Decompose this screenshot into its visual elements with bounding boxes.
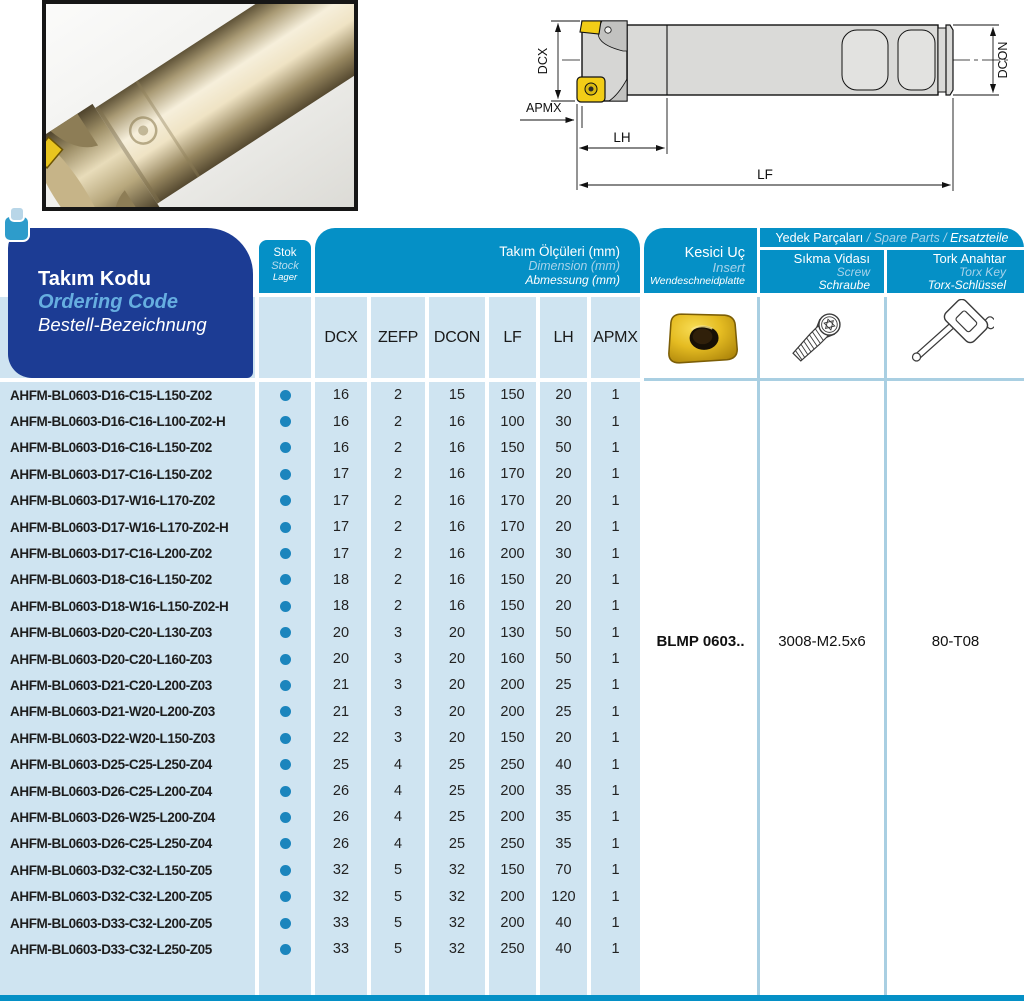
dcon-cell: 25 — [429, 778, 485, 804]
dcx-cell: 32 — [315, 857, 367, 883]
ordering-header-en: Ordering Code — [38, 291, 179, 313]
dcon-cell: 25 — [429, 831, 485, 857]
stock-dot — [280, 680, 291, 691]
lh-cell: 50 — [540, 435, 587, 461]
lh-cell: 20 — [540, 488, 587, 514]
stock-cell — [259, 382, 311, 408]
stock-cell — [259, 751, 311, 777]
table-row — [0, 488, 640, 514]
dcx-cell: 20 — [315, 646, 367, 672]
screw-image — [782, 302, 858, 374]
lf-cell: 200 — [489, 699, 536, 725]
lh-cell: 35 — [540, 831, 587, 857]
dcon-cell: 25 — [429, 751, 485, 777]
stock-dot — [280, 522, 291, 533]
lf-cell: 150 — [489, 567, 536, 593]
stock-cell — [259, 804, 311, 830]
milling-cutter-photo — [46, 4, 354, 207]
screw-header-de: Schraube — [818, 277, 870, 292]
ordering-code-cell: AHFM-BL0603-D18-C16-L150-Z02 — [0, 567, 255, 593]
bookmark-tab-inner-icon — [9, 206, 25, 222]
lf-cell: 100 — [489, 408, 536, 434]
zefp-cell: 5 — [371, 936, 425, 962]
zefp-cell: 2 — [371, 540, 425, 566]
lh-cell: 25 — [540, 699, 587, 725]
table-row — [0, 725, 640, 751]
zefp-cell: 2 — [371, 382, 425, 408]
zefp-cell: 2 — [371, 514, 425, 540]
cutter-head — [577, 21, 627, 102]
dcx-cell: 17 — [315, 461, 367, 487]
dimensions-header-en: Dimension (mm) — [528, 259, 620, 273]
apmx-cell: 1 — [591, 593, 640, 619]
zefp-cell: 4 — [371, 804, 425, 830]
dcx-cell: 17 — [315, 540, 367, 566]
insert-header — [644, 228, 757, 293]
dcx-cell: 17 — [315, 514, 367, 540]
zefp-cell: 2 — [371, 461, 425, 487]
stock-dot — [280, 442, 291, 453]
torx-key-image — [906, 299, 994, 375]
lf-label: LF — [757, 167, 773, 182]
dcon-cell: 25 — [429, 804, 485, 830]
dcx-cell: 21 — [315, 672, 367, 698]
dcon-cell: 32 — [429, 910, 485, 936]
table-row — [0, 831, 640, 857]
dcon-cell: 16 — [429, 408, 485, 434]
screw-header — [760, 250, 884, 293]
stock-cell — [259, 831, 311, 857]
insert-code: BLMP 0603.. — [656, 632, 745, 650]
lf-cell: 200 — [489, 910, 536, 936]
ordering-code-cell: AHFM-BL0603-D17-W16-L170-Z02 — [0, 488, 255, 514]
table-row — [0, 593, 640, 619]
dimensions-header-de: Abmessung (mm) — [525, 273, 620, 287]
dcx-label: DCX — [536, 47, 550, 75]
col-header-dcx: DCX — [315, 297, 367, 378]
stock-dot — [280, 654, 291, 665]
table-row — [0, 540, 640, 566]
apmx-cell: 1 — [591, 540, 640, 566]
lf-cell: 170 — [489, 488, 536, 514]
lf-cell: 130 — [489, 620, 536, 646]
torx-code: 80-T08 — [931, 632, 980, 650]
stock-cell — [259, 540, 311, 566]
zefp-cell: 2 — [371, 408, 425, 434]
table-body — [0, 382, 640, 963]
stock-dot — [280, 627, 291, 638]
apmx-cell: 1 — [591, 672, 640, 698]
lh-label: LH — [613, 130, 631, 145]
stock-dot — [280, 548, 291, 559]
apmx-cell: 1 — [591, 567, 640, 593]
dcon-cell: 16 — [429, 488, 485, 514]
table-row — [0, 936, 640, 962]
lf-cell: 150 — [489, 593, 536, 619]
ordering-code-cell: AHFM-BL0603-D22-W20-L150-Z03 — [0, 725, 255, 751]
ordering-code-cell: AHFM-BL0603-D32-C32-L200-Z05 — [0, 883, 255, 909]
ordering-code-cell: AHFM-BL0603-D26-C25-L250-Z04 — [0, 831, 255, 857]
spare-parts-header-block — [644, 228, 1024, 293]
apmx-cell: 1 — [591, 936, 640, 962]
dcon-cell: 16 — [429, 461, 485, 487]
spare-parts-header: Yedek Parçaları / Spare Parts / Ersatzteile — [775, 231, 1009, 245]
torx-header-tr: Tork Anahtar — [933, 250, 1006, 266]
zefp-cell: 3 — [371, 725, 425, 751]
stock-dot — [280, 574, 291, 585]
lh-cell: 20 — [540, 382, 587, 408]
lh-cell: 50 — [540, 620, 587, 646]
dcx-cell: 18 — [315, 567, 367, 593]
zefp-cell: 3 — [371, 699, 425, 725]
apmx-cell: 1 — [591, 514, 640, 540]
insert-image — [660, 310, 744, 368]
apmx-cell: 1 — [591, 435, 640, 461]
ordering-code-cell: AHFM-BL0603-D33-C32-L250-Z05 — [0, 936, 255, 962]
lf-cell: 200 — [489, 540, 536, 566]
stock-cell — [259, 435, 311, 461]
row-separator — [644, 378, 1024, 381]
tool-outline — [627, 25, 953, 95]
screw-header-en: Screw — [836, 264, 870, 279]
dcon-cell: 20 — [429, 620, 485, 646]
table-row — [0, 382, 640, 408]
col-header-lh: LH — [540, 297, 587, 378]
lh-cell: 120 — [540, 883, 587, 909]
dcx-cell: 32 — [315, 883, 367, 909]
dcx-cell: 16 — [315, 435, 367, 461]
lf-cell: 150 — [489, 725, 536, 751]
ordering-code-cell: AHFM-BL0603-D20-C20-L160-Z03 — [0, 646, 255, 672]
lh-cell: 40 — [540, 936, 587, 962]
lh-cell: 35 — [540, 778, 587, 804]
ordering-code-cell: AHFM-BL0603-D16-C15-L150-Z02 — [0, 382, 255, 408]
zefp-cell: 3 — [371, 672, 425, 698]
lf-cell: 170 — [489, 461, 536, 487]
apmx-cell: 1 — [591, 778, 640, 804]
zefp-cell: 3 — [371, 620, 425, 646]
table-row — [0, 672, 640, 698]
ordering-code-cell: AHFM-BL0603-D20-C20-L130-Z03 — [0, 620, 255, 646]
stock-cell — [259, 593, 311, 619]
lf-cell: 250 — [489, 831, 536, 857]
technical-drawing — [490, 0, 1024, 212]
dcon-cell: 16 — [429, 435, 485, 461]
stock-dot — [280, 390, 291, 401]
zefp-cell: 3 — [371, 646, 425, 672]
lf-cell: 150 — [489, 435, 536, 461]
stock-subheader-cell — [259, 297, 311, 378]
ordering-code-cell: AHFM-BL0603-D17-C16-L150-Z02 — [0, 461, 255, 487]
table-row — [0, 620, 640, 646]
stock-dot — [280, 838, 291, 849]
zefp-cell: 5 — [371, 883, 425, 909]
apmx-cell: 1 — [591, 382, 640, 408]
lf-cell: 250 — [489, 936, 536, 962]
ordering-code-cell: AHFM-BL0603-D21-C20-L200-Z03 — [0, 672, 255, 698]
table-row — [0, 751, 640, 777]
stock-cell — [259, 672, 311, 698]
lf-cell: 200 — [489, 883, 536, 909]
zefp-cell: 4 — [371, 778, 425, 804]
stock-header-tr: Stok — [273, 247, 297, 259]
stock-dot — [280, 891, 291, 902]
ordering-code-cell: AHFM-BL0603-D26-C25-L200-Z04 — [0, 778, 255, 804]
dcx-cell: 16 — [315, 408, 367, 434]
dcx-cell: 20 — [315, 620, 367, 646]
dcx-cell: 33 — [315, 910, 367, 936]
lh-cell: 20 — [540, 567, 587, 593]
lh-cell: 20 — [540, 514, 587, 540]
zefp-cell: 2 — [371, 488, 425, 514]
apmx-cell: 1 — [591, 646, 640, 672]
table-row — [0, 435, 640, 461]
stock-dot — [280, 786, 291, 797]
ordering-code-cell: AHFM-BL0603-D21-W20-L200-Z03 — [0, 699, 255, 725]
stock-header-de: Lager — [272, 272, 298, 283]
zefp-cell: 4 — [371, 831, 425, 857]
lh-cell: 20 — [540, 593, 587, 619]
stock-cell — [259, 408, 311, 434]
apmx-cell: 1 — [591, 831, 640, 857]
stock-dot — [280, 469, 291, 480]
table-row — [0, 567, 640, 593]
lh-cell: 20 — [540, 461, 587, 487]
weldon-flat — [898, 30, 935, 90]
col-header-dcon: DCON — [429, 297, 485, 378]
apmx-cell: 1 — [591, 408, 640, 434]
stock-header — [259, 240, 311, 293]
stock-cell — [259, 646, 311, 672]
table-row — [0, 514, 640, 540]
stock-cell — [259, 857, 311, 883]
stock-cell — [259, 514, 311, 540]
stock-cell — [259, 725, 311, 751]
lf-cell: 150 — [489, 382, 536, 408]
table-row — [0, 910, 640, 936]
col-header-zefp: ZEFP — [371, 297, 425, 378]
stock-dot — [280, 601, 291, 612]
ordering-code-cell: AHFM-BL0603-D33-C32-L200-Z05 — [0, 910, 255, 936]
table-bottom-border — [0, 995, 1024, 1001]
ordering-code-cell: AHFM-BL0603-D17-W16-L170-Z02-H — [0, 514, 255, 540]
dcon-cell: 32 — [429, 857, 485, 883]
zefp-cell: 5 — [371, 910, 425, 936]
dcon-cell: 16 — [429, 593, 485, 619]
lh-cell: 25 — [540, 672, 587, 698]
col-header-apmx: APMX — [591, 297, 640, 378]
zefp-cell: 2 — [371, 435, 425, 461]
apmx-cell: 1 — [591, 751, 640, 777]
lf-cell: 250 — [489, 751, 536, 777]
dcon-cell: 20 — [429, 699, 485, 725]
dcon-cell: 16 — [429, 514, 485, 540]
ordering-code-cell: AHFM-BL0603-D26-W25-L200-Z04 — [0, 804, 255, 830]
dcon-cell: 32 — [429, 883, 485, 909]
stock-dot — [280, 944, 291, 955]
dcx-cell: 16 — [315, 382, 367, 408]
dimensions-header-tr: Takım Ölçüleri (mm) — [499, 244, 620, 259]
lh-cell: 40 — [540, 910, 587, 936]
dcx-cell: 22 — [315, 725, 367, 751]
product-photo — [42, 0, 358, 211]
lh-cell: 40 — [540, 751, 587, 777]
stock-cell — [259, 567, 311, 593]
stock-dot — [280, 495, 291, 506]
table-row — [0, 646, 640, 672]
stock-dot — [280, 812, 291, 823]
stock-dot — [280, 918, 291, 929]
lh-cell: 30 — [540, 540, 587, 566]
stock-cell — [259, 910, 311, 936]
apmx-cell: 1 — [591, 910, 640, 936]
lh-cell: 20 — [540, 725, 587, 751]
lf-cell: 200 — [489, 778, 536, 804]
table-row — [0, 699, 640, 725]
stock-dot — [280, 733, 291, 744]
stock-cell — [259, 620, 311, 646]
col-header-lf: LF — [489, 297, 536, 378]
lh-cell: 70 — [540, 857, 587, 883]
screw-code: 3008-M2.5x6 — [778, 632, 866, 650]
zefp-cell: 2 — [371, 593, 425, 619]
dcon-cell: 20 — [429, 646, 485, 672]
torx-header — [887, 250, 1024, 293]
screw-header-tr: Sıkma Vidası — [793, 250, 870, 266]
lf-cell: 200 — [489, 804, 536, 830]
apmx-cell: 1 — [591, 699, 640, 725]
table-row — [0, 804, 640, 830]
stock-cell — [259, 883, 311, 909]
dcon-cell: 16 — [429, 567, 485, 593]
apmx-cell: 1 — [591, 883, 640, 909]
lh-cell: 50 — [540, 646, 587, 672]
dcx-cell: 18 — [315, 593, 367, 619]
apmx-cell: 1 — [591, 461, 640, 487]
ordering-code-cell: AHFM-BL0603-D16-C16-L100-Z02-H — [0, 408, 255, 434]
insert-header-en: Insert — [712, 260, 745, 275]
lf-cell: 160 — [489, 646, 536, 672]
apmx-cell: 1 — [591, 857, 640, 883]
stock-cell — [259, 699, 311, 725]
torx-header-de: Torx-Schlüssel — [927, 277, 1006, 292]
dcon-cell: 20 — [429, 725, 485, 751]
lf-cell: 200 — [489, 672, 536, 698]
stock-dot — [280, 416, 291, 427]
ordering-code-cell: AHFM-BL0603-D18-W16-L150-Z02-H — [0, 593, 255, 619]
dcx-cell: 17 — [315, 488, 367, 514]
dimensions-header — [315, 228, 640, 293]
dcx-cell: 26 — [315, 778, 367, 804]
ordering-code-cell: AHFM-BL0603-D32-C32-L150-Z05 — [0, 857, 255, 883]
stock-dot — [280, 759, 291, 770]
insert-header-de: Wendeschneidplatte — [650, 275, 745, 287]
table-row — [0, 857, 640, 883]
apmx-cell: 1 — [591, 725, 640, 751]
apmx-cell: 1 — [591, 488, 640, 514]
table-filler-row — [0, 963, 640, 995]
ordering-code-cell: AHFM-BL0603-D16-C16-L150-Z02 — [0, 435, 255, 461]
ordering-code-cell: AHFM-BL0603-D17-C16-L200-Z02 — [0, 540, 255, 566]
dcon-label: DCON — [996, 41, 1010, 79]
apmx-cell: 1 — [591, 620, 640, 646]
ordering-code-header — [8, 228, 253, 378]
insert-header-tr: Kesici Uç — [684, 245, 745, 261]
dcon-cell: 20 — [429, 672, 485, 698]
zefp-cell: 4 — [371, 751, 425, 777]
stock-header-en: Stock — [271, 260, 299, 272]
table-row — [0, 461, 640, 487]
stock-cell — [259, 461, 311, 487]
apmx-label: APMX — [526, 101, 562, 115]
apmx-cell: 1 — [591, 804, 640, 830]
stock-dot — [280, 865, 291, 876]
stock-cell — [259, 936, 311, 962]
dcx-cell: 26 — [315, 804, 367, 830]
dcx-cell: 21 — [315, 699, 367, 725]
dcx-cell: 26 — [315, 831, 367, 857]
zefp-cell: 2 — [371, 567, 425, 593]
stock-cell — [259, 488, 311, 514]
dcx-cell: 25 — [315, 751, 367, 777]
dcon-cell: 32 — [429, 936, 485, 962]
stock-dot — [280, 706, 291, 717]
ordering-header-tr: Takım Kodu — [38, 268, 151, 290]
table-row — [0, 778, 640, 804]
ordering-code-cell: AHFM-BL0603-D25-C25-L250-Z04 — [0, 751, 255, 777]
dcon-cell: 15 — [429, 382, 485, 408]
ordering-header-de: Bestell-Bezeichnung — [38, 314, 207, 335]
lf-cell: 150 — [489, 857, 536, 883]
dcx-cell: 33 — [315, 936, 367, 962]
weldon-flat — [842, 30, 888, 90]
lh-cell: 30 — [540, 408, 587, 434]
stock-cell — [259, 778, 311, 804]
table-row — [0, 408, 640, 434]
zefp-cell: 5 — [371, 857, 425, 883]
table-row — [0, 883, 640, 909]
dcon-cell: 16 — [429, 540, 485, 566]
lh-cell: 35 — [540, 804, 587, 830]
lf-cell: 170 — [489, 514, 536, 540]
torx-header-en: Torx Key — [959, 264, 1006, 279]
insert-top — [580, 21, 601, 34]
